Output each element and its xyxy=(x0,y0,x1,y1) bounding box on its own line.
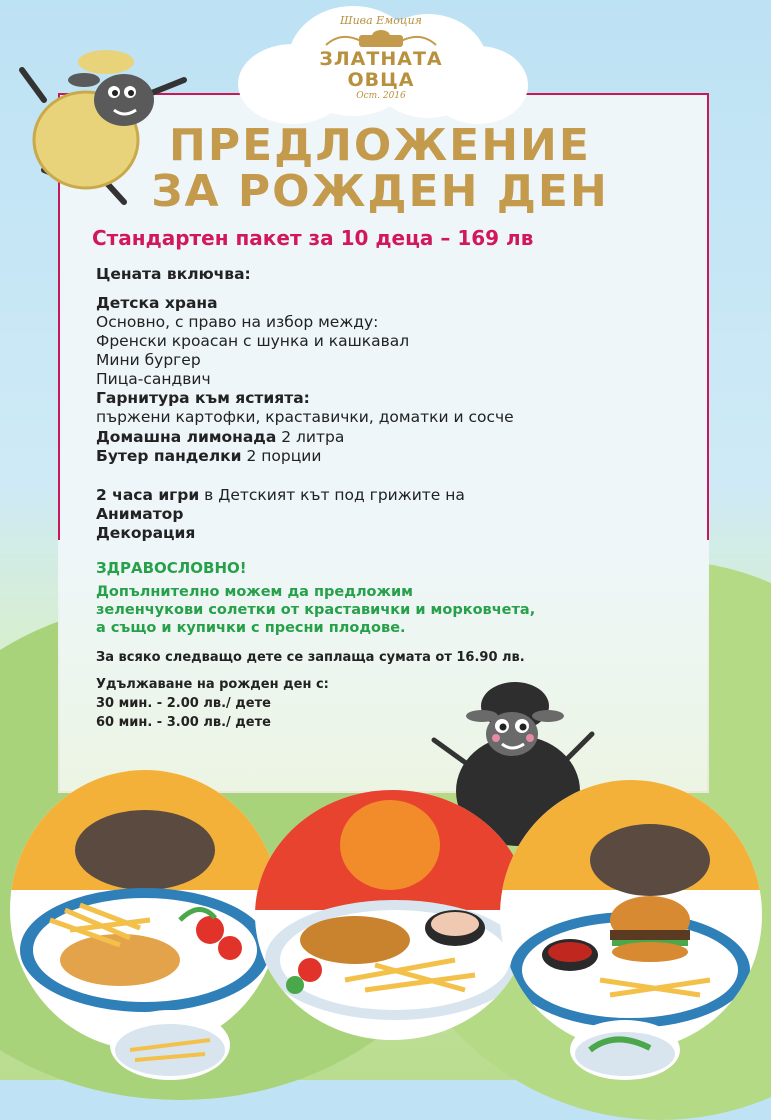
food-option-burger: Мини бургер xyxy=(96,351,201,369)
title-line2: ЗА РОЖДЕН ДЕН xyxy=(151,166,609,217)
extension-30min: 30 мин. - 2.00 лв./ дете xyxy=(96,696,271,711)
logo-est: Ост. 2016 xyxy=(356,91,406,101)
food-option-pizza: Пица-сандвич xyxy=(96,370,211,388)
photo-pizza-sandwich xyxy=(10,770,280,1050)
title-line1: ПРЕДЛОЖЕНИЕ xyxy=(169,120,591,171)
photo-mini-burger xyxy=(500,780,762,1050)
logo-name-line2: ОВЦА xyxy=(347,69,415,91)
kids-food-heading: Детска храна xyxy=(96,294,218,312)
animator-line: Аниматор xyxy=(96,505,184,523)
extension-heading: Удължаване на рожден ден с: xyxy=(96,677,329,692)
extension-60min: 60 мин. - 3.00 лв./ дете xyxy=(96,715,271,730)
healthy-line-1: Допълнително можем да предложим xyxy=(96,584,413,600)
healthy-line-3: а също и купички с пресни плодове. xyxy=(96,620,406,636)
lemonade-bold: Домашна лимонада xyxy=(96,428,277,446)
pastries-rest: 2 порции xyxy=(241,447,322,465)
food-option-croissant: Френски кроасан с шунка и кашкавал xyxy=(96,332,410,350)
games-bold: 2 часа игри xyxy=(96,486,200,504)
includes-heading: Цената включва: xyxy=(96,265,251,283)
pastries-bold: Бутер панделки xyxy=(96,447,242,465)
package-subtitle: Стандартен пакет за 10 деца – 169 лв xyxy=(92,226,534,250)
logo xyxy=(306,14,456,114)
photo-croissant xyxy=(255,790,530,1040)
logo-script-line: Шива Емоция xyxy=(340,14,422,27)
games-line xyxy=(96,486,465,505)
healthy-heading: ЗДРАВОСЛОВНО! xyxy=(96,559,247,577)
lemonade-line xyxy=(96,428,344,447)
photo-salad-bottom xyxy=(570,1020,680,1080)
healthy-line-2: зеленчукови солетки от краставички и морковчета, xyxy=(96,602,536,618)
extra-child-price: За всяко следващо дете се заплаща сумата от 16.90 лв. xyxy=(96,650,525,665)
sheep-head-icon xyxy=(321,27,441,49)
decoration-line: Декорация xyxy=(96,524,196,542)
lemonade-rest: 2 литра xyxy=(276,428,345,446)
side-text: пържени картофки, краставички, доматки и сосче xyxy=(96,408,514,426)
games-rest: в Детският кът под грижите на xyxy=(199,486,465,504)
side-heading: Гарнитура към ястията: xyxy=(96,389,310,407)
photo-fries-bottom xyxy=(110,1010,230,1080)
logo-name-line1: ЗЛАТНАТА xyxy=(319,48,443,70)
kids-food-intro: Основно, с право на избор между: xyxy=(96,313,379,331)
pastries-line xyxy=(96,447,321,466)
